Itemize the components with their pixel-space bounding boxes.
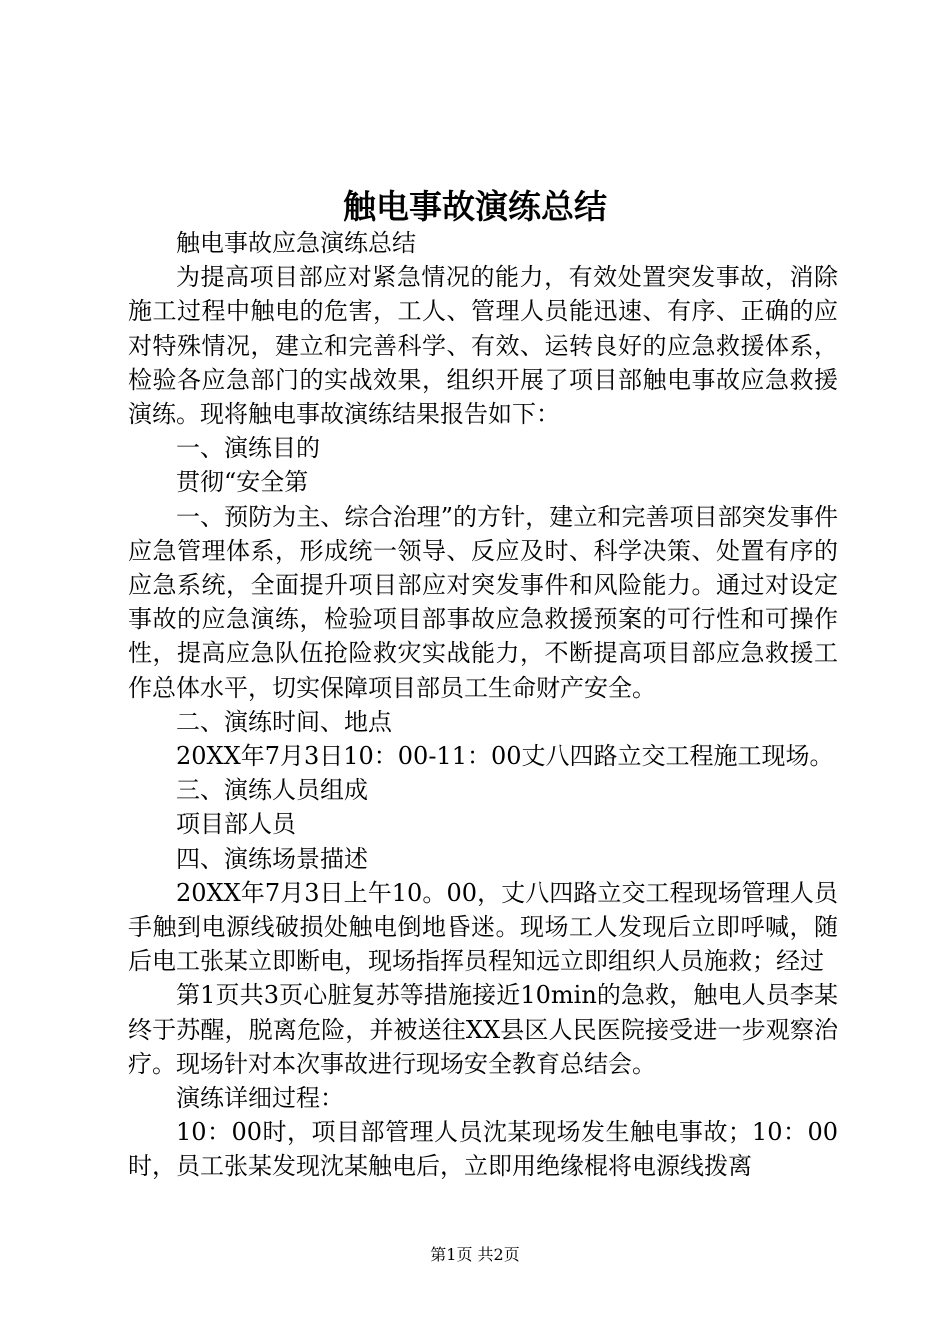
page-footer: 第1页 共2页 — [430, 1245, 520, 1264]
section-heading: 三、演练人员组成 — [176, 776, 368, 805]
paragraph: 项目部人员 — [176, 810, 296, 839]
paragraph: 贯彻“安全第 — [176, 468, 309, 497]
paragraph: 第1页共3页心脏复苏等措施接近10min的急救，触电人员李某终于苏醒，脱离危险，并被送往XX县区人民医院接受进一步观察治疗。现场针对本次事故进行现场安全教育总结会。 — [128, 981, 838, 1078]
document-title: 触电事故演练总结 — [343, 187, 607, 226]
paragraph: 10：00时，项目部管理人员沈某现场发生触电事故；10：00时，员工张某发现沈某触电后，立即用绝缘棍将电源线拨离 — [128, 1118, 838, 1181]
paragraph: 为提高项目部应对紧急情况的能力，有效处置突发事故，消除施工过程中触电的危害，工人、管理人员能迅速、有序、正确的应对特殊情况，建立和完善科学、有效、运转良好的应急救援体系，检验各应急部门的实战效果，组织开展了项目部触电事故应急救援演练。现将触电事故演练结果报告如下： — [128, 263, 838, 429]
section-heading: 一、演练目的 — [176, 434, 320, 463]
paragraph: 触电事故应急演练总结 — [176, 229, 416, 257]
paragraph: 20XX年7月3日10：00-11：00丈八四路立交工程施工现场。 — [176, 742, 834, 771]
paragraph: 20XX年7月3日上午10。00，丈八四路立交工程现场管理人员手触到电源线破损处触电倒地昏迷。现场工人发现后立即呼喊，随后电工张某立即断电，现场指挥员程知远立即组织人员施救；经过 — [128, 878, 838, 976]
paragraph: 一、预防为主、综合治理”的方针，建立和完善项目部突发事件应急管理体系，形成统一领导、反应及时、科学决策、处置有序的应急系统，全面提升项目部应对突发事件和风险能力。通过对设定事故的应急演练，检验项目部事故应急救援预案的可行性和可操作性，提高应急队伍抢险救灾实战能力，不断提高项目部应急救援工作总体水平，切实保障项目部员工生命财产安全。 — [128, 502, 838, 702]
section-heading: 二、演练时间、地点 — [176, 707, 392, 736]
document-body — [128, 226, 838, 1184]
paragraph: 演练详细过程： — [176, 1084, 344, 1113]
section-heading: 四、演练场景描述 — [176, 844, 368, 873]
